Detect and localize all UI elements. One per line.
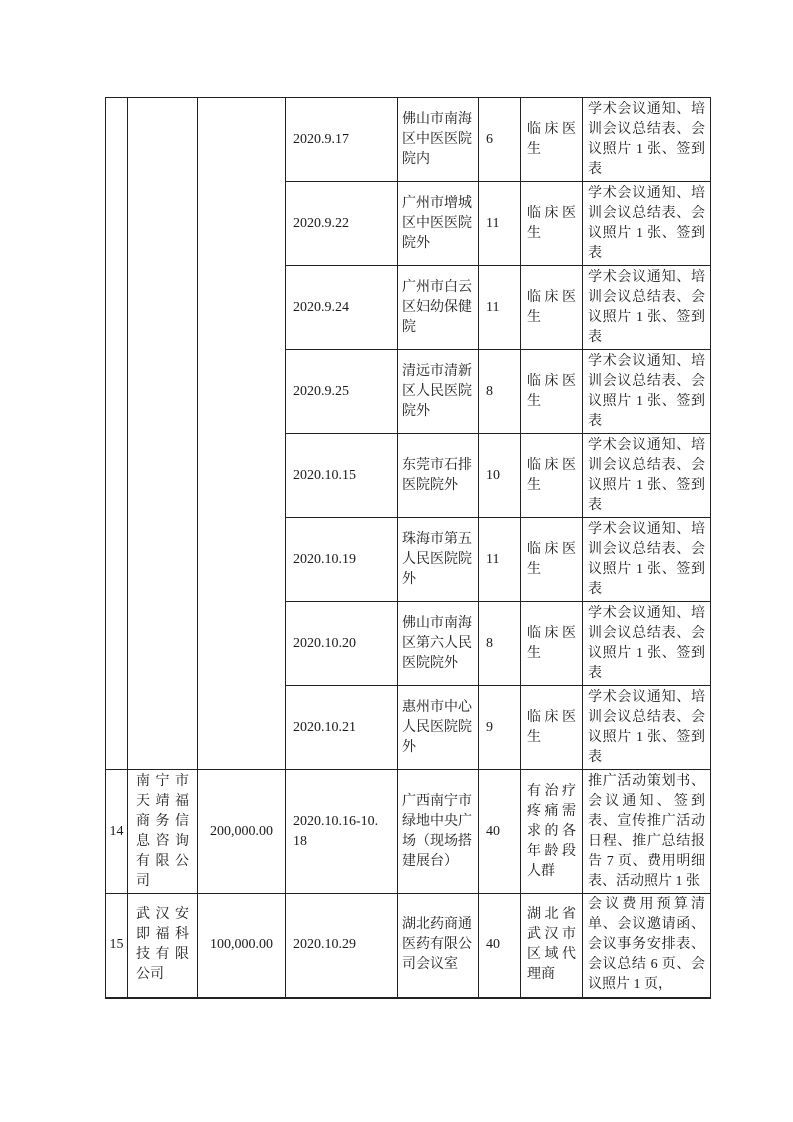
cell-event-date bbox=[286, 98, 398, 182]
cell-audience: 湖北省武汉市区域代理商 bbox=[521, 894, 583, 998]
cell-attendee-count: 10 bbox=[479, 434, 521, 518]
cell-attendee-count: 6 bbox=[479, 98, 521, 182]
cell-materials: 学术会议通知、培训会议总结表、会议照片 1 张、签到表 bbox=[583, 350, 711, 434]
event-date-text: 2020.10.16-10.18 bbox=[293, 813, 379, 849]
table-row bbox=[106, 98, 711, 182]
cell-company-continued bbox=[128, 98, 198, 770]
cell-event-date bbox=[286, 894, 398, 998]
cell-attendee-count: 11 bbox=[479, 182, 521, 266]
cell-materials: 学术会议通知、培训会议总结表、会议照片 1 张、签到表 bbox=[583, 686, 711, 770]
cell-attendee-count: 40 bbox=[479, 894, 521, 998]
event-date-text: 2020.9.22 bbox=[293, 215, 349, 231]
event-date-text: 2020.9.17 bbox=[293, 131, 349, 147]
cell-event-date bbox=[286, 350, 398, 434]
cell-row-number: 15 bbox=[106, 894, 128, 998]
cell-materials: 学术会议通知、培训会议总结表、会议照片 1 张、签到表 bbox=[583, 182, 711, 266]
cell-materials: 学术会议通知、培训会议总结表、会议照片 1 张、签到表 bbox=[583, 266, 711, 350]
cell-audience: 临床医生 bbox=[521, 266, 583, 350]
cell-event-location: 佛山市南海区中医医院院内 bbox=[398, 98, 479, 182]
cell-event-location: 惠州市中心人民医院院外 bbox=[398, 686, 479, 770]
cell-row-number: 14 bbox=[106, 770, 128, 894]
cell-event-date bbox=[286, 182, 398, 266]
event-date-text: 2020.10.15 bbox=[293, 467, 356, 483]
cell-amount: 200,000.00 bbox=[198, 770, 286, 894]
cell-company: 武汉安即福科技有限公司 bbox=[128, 894, 198, 998]
cell-event-location: 清远市清新区人民医院院外 bbox=[398, 350, 479, 434]
event-date-text: 2020.10.19 bbox=[293, 551, 356, 567]
table-row bbox=[106, 894, 711, 998]
event-date-text: 2020.10.29 bbox=[293, 937, 356, 953]
cell-attendee-count: 11 bbox=[479, 518, 521, 602]
expenses-table bbox=[105, 97, 711, 999]
cell-event-date bbox=[286, 770, 398, 894]
cell-attendee-count: 8 bbox=[479, 350, 521, 434]
cell-event-location: 珠海市第五人民医院院外 bbox=[398, 518, 479, 602]
cell-audience: 临床医生 bbox=[521, 686, 583, 770]
cell-audience: 临床医生 bbox=[521, 434, 583, 518]
cell-materials: 学术会议通知、培训会议总结表、会议照片 1 张、签到表 bbox=[583, 602, 711, 686]
event-date-text: 2020.10.21 bbox=[293, 719, 356, 735]
cell-attendee-count: 11 bbox=[479, 266, 521, 350]
cell-audience: 临床医生 bbox=[521, 98, 583, 182]
cell-event-location: 佛山市南海区第六人民医院院外 bbox=[398, 602, 479, 686]
cell-event-location: 湖北药商通医药有限公司会议室 bbox=[398, 894, 479, 998]
cell-attendee-count: 40 bbox=[479, 770, 521, 894]
cell-event-date bbox=[286, 266, 398, 350]
cell-row-number-continued bbox=[106, 98, 128, 770]
cell-audience: 临床医生 bbox=[521, 518, 583, 602]
cell-company: 南宁市天靖福商务信息咨询有限公司 bbox=[128, 770, 198, 894]
cell-materials: 学术会议通知、培训会议总结表、会议照片 1 张、签到表 bbox=[583, 434, 711, 518]
cell-materials: 会议费用预算清单、会议邀请函、会议事务安排表、会议总结 6 页、会议照片 1 页， bbox=[583, 894, 711, 998]
cell-audience: 临床医生 bbox=[521, 182, 583, 266]
cell-audience: 有治疗疼痛需求的各年龄段人群 bbox=[521, 770, 583, 894]
cell-event-date bbox=[286, 434, 398, 518]
cell-event-location: 广西南宁市绿地中央广场（现场搭建展台） bbox=[398, 770, 479, 894]
cell-event-location: 广州市增城区中医医院院外 bbox=[398, 182, 479, 266]
cell-event-date bbox=[286, 602, 398, 686]
cell-audience: 临床医生 bbox=[521, 350, 583, 434]
table-row bbox=[106, 770, 711, 894]
cell-materials: 学术会议通知、培训会议总结表、会议照片 1 张、签到表 bbox=[583, 98, 711, 182]
cell-audience: 临床医生 bbox=[521, 602, 583, 686]
event-date-text: 2020.9.25 bbox=[293, 383, 349, 399]
cell-materials: 学术会议通知、培训会议总结表、会议照片 1 张、签到表 bbox=[583, 518, 711, 602]
cell-amount-continued bbox=[198, 98, 286, 770]
cell-event-location: 广州市白云区妇幼保健院 bbox=[398, 266, 479, 350]
event-date-text: 2020.9.24 bbox=[293, 299, 349, 315]
cell-materials: 推广活动策划书、会议通知、签到表、宣传推广活动日程、推广总结报告 7 页、费用明细表、活动照片 1 张 bbox=[583, 770, 711, 894]
cell-amount: 100,000.00 bbox=[198, 894, 286, 998]
cell-attendee-count: 9 bbox=[479, 686, 521, 770]
cell-attendee-count: 8 bbox=[479, 602, 521, 686]
cell-event-date bbox=[286, 686, 398, 770]
cell-event-date bbox=[286, 518, 398, 602]
event-date-text: 2020.10.20 bbox=[293, 635, 356, 651]
cell-event-location: 东莞市石排医院院外 bbox=[398, 434, 479, 518]
